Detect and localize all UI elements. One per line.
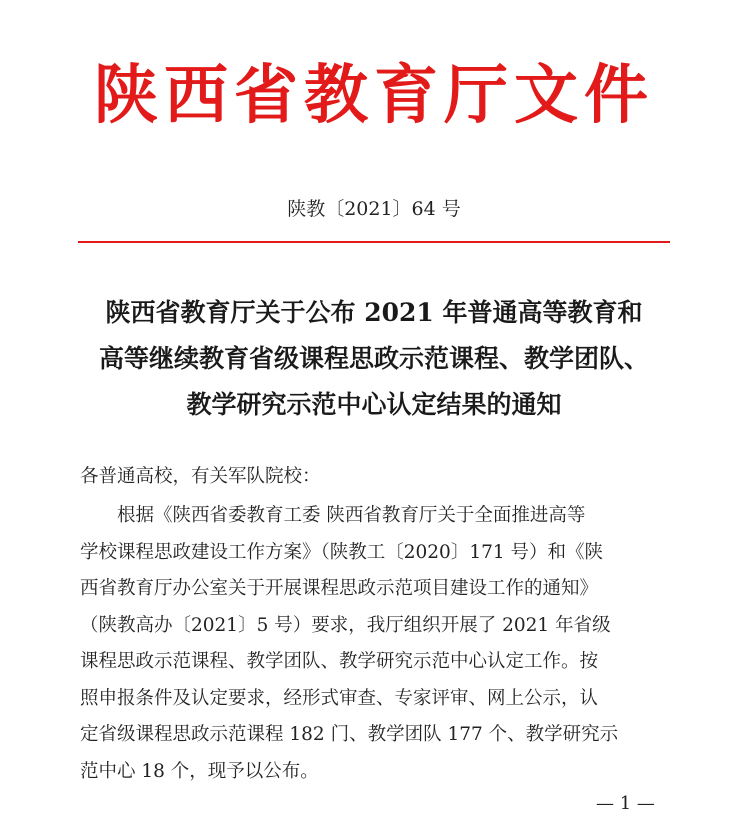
body-line: 定省级课程思政示范课程 182 门、教学团队 177 个、教学研究示 [80,724,619,745]
header-red-rule [78,241,670,243]
document-number: 陕教〔2021〕64 号 [287,198,461,220]
body-line: 西省教育厅办公室关于开展课程思政示范项目建设工作的通知》 [80,578,599,599]
body-paragraph [80,498,680,790]
body-line: （陕教高办〔2021〕5 号）要求，我厅组织开展了 2021 年省级 [80,614,611,636]
body-line: 学校课程思政建设工作方案》（陕教工〔2020〕171 号）和《陕 [80,541,604,563]
salutation: 各普通高校，有关军队院校： [80,466,321,487]
body-line: 照申报条件及认定要求，经形式审查、专家评审、网上公示，认 [80,687,599,709]
document-header-title: 陕西省教育厅文件 [94,58,654,133]
notice-title-line: 教学研究示范中心认定结果的通知 [186,390,562,419]
body-line: 课程思政示范课程、教学团队、教学研究示范中心认定工作。按 [80,651,599,672]
notice-title [60,290,688,428]
body-line: 范中心 18 个，现予以公布。 [80,760,319,782]
page-number: — 1 — [596,793,655,814]
body-line: 根据《陕西省委教育工委 陕西省教育厅关于全面推进高等 [80,505,586,526]
notice-title-line: 陕西省教育厅关于公布 2021 年普通高等教育和 [105,298,643,327]
notice-title-line: 高等继续教育省级课程思政示范课程、教学团队、 [98,344,649,373]
